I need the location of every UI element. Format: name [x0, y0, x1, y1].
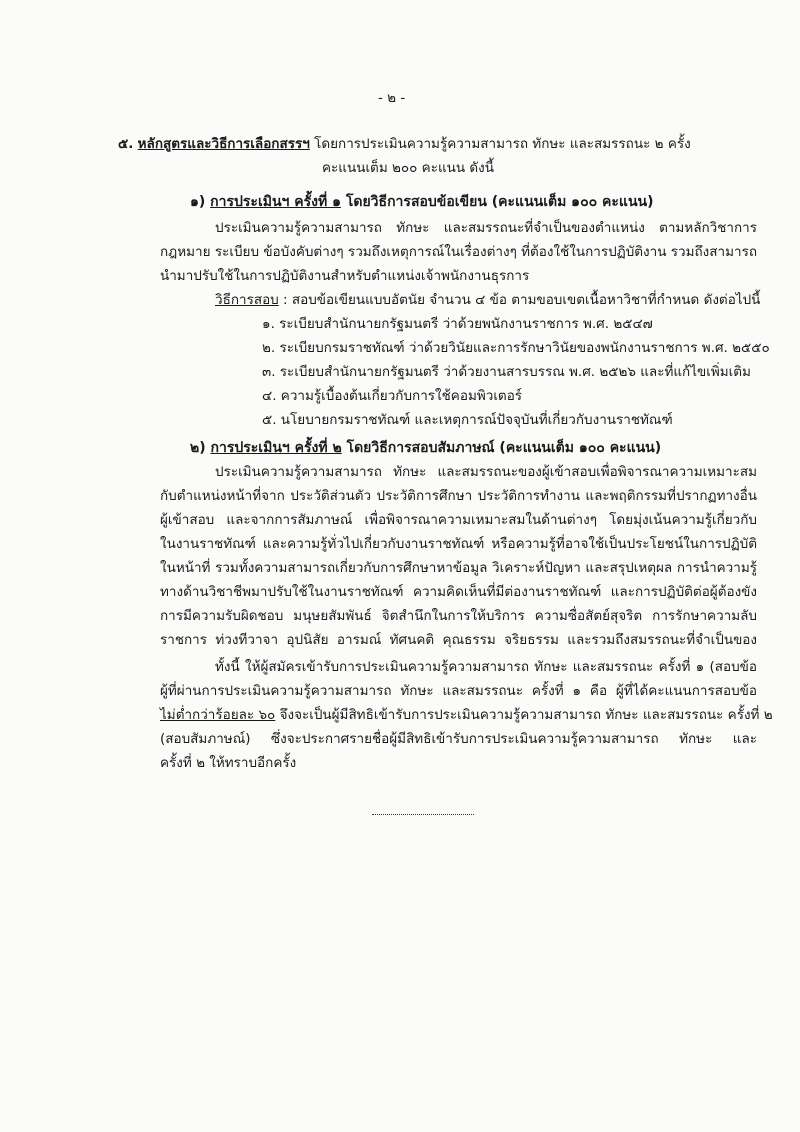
assessment1-method: โดยวิธีการสอบข้อเขียน (คะแนนเต็ม ๑๐๐ คะแนน): [345, 194, 654, 210]
exam-topic: ๒. ระเบียบกรมราชทัณฑ์ ว่าด้วยวินัยและการรักษาวินัยของพนักงานราชการ พ.ศ. ๒๕๕๐: [262, 340, 770, 356]
assessment2-heading: [190, 438, 661, 458]
note-line: [160, 705, 773, 725]
assessment2-para-line: ประเมินความรู้ความสามารถ ทักษะ และสมรรถนะของผู้เข้าสอบเพื่อพิจารณาความเหมาะสม: [215, 464, 757, 480]
assessment2-para-line: กับตำแหน่งหน้าที่จาก ประวัติส่วนตัว ประวัติการศึกษา ประวัติการทำงาน และพฤติกรรมที่ปรากฏทางอื่น: [160, 488, 757, 504]
section5-intro: โดยการประเมินความรู้ความสามารถ ทักษะ และสมรรถนะ ๒ ครั้ง: [314, 136, 691, 152]
assessment2-title: การประเมินฯ ครั้งที่ ๒: [210, 440, 342, 456]
exam-topic: ๓. ระเบียบสำนักนายกรัฐมนตรี ว่าด้วยงานสารบรรณ พ.ศ. ๒๕๒๖ และที่แก้ไขเพิ่มเติม: [262, 364, 751, 380]
exam-topic: ๔. ความรู้เบื้องต้นเกี่ยวกับการใช้คอมพิวเตอร์: [262, 388, 523, 404]
assessment2-number: ๒): [190, 440, 206, 456]
assessment1-para-line: กฎหมาย ระเบียบ ข้อบังคับต่างๆ รวมถึงเหตุการณ์ในเรื่องต่างๆ ที่ต้องใช้ในการปฏิบัติงาน รวมถึงสามารถ: [160, 244, 757, 260]
note-line: ครั้งที่ ๒ ให้ทราบอีกครั้ง: [160, 755, 297, 771]
exam-method: [215, 290, 760, 310]
section5-total-score: คะแนนเต็ม ๒๐๐ คะแนน ดังนี้: [322, 160, 494, 176]
assessment1-title: การประเมินฯ ครั้งที่ ๑: [210, 194, 341, 210]
assessment1-number: ๑): [190, 194, 206, 210]
assessment2-para-line: ราชการ ท่วงทีวาจา อุปนิสัย อารมณ์ ทัศนคติ คุณธรรม จริยธรรม และรวมถึงสมรรถนะที่จำเป็นของ: [160, 632, 757, 648]
note-line: ทั้งนี้ ให้ผู้สมัครเข้ารับการประเมินความรู้ความสามารถ ทักษะ และสมรรถนะ ครั้งที่ ๑ (สอบข้อ: [215, 659, 757, 675]
exam-method-text: : สอบข้อเขียนแบบอัตนัย จำนวน ๔ ข้อ ตามขอบเขตเนื้อหาวิชาที่กำหนด ดังต่อไปนี้: [283, 292, 761, 308]
exam-method-label: วิธีการสอบ: [215, 292, 279, 308]
note-line3-text: จึงจะเป็นผู้มีสิทธิเข้ารับการประเมินความรู้ความสามารถ ทักษะ และสมรรถนะ ครั้งที่ ๒: [279, 707, 773, 723]
assessment2-para-line: การมีความรับผิดชอบ มนุษยสัมพันธ์ จิตสำนึกในการให้บริการ ความซื่อสัตย์สุจริต การรักษาความลับ: [160, 608, 757, 624]
end-dotted-line: [372, 806, 474, 815]
section5-title: หลักสูตรและวิธีการเลือกสรรฯ: [137, 136, 310, 152]
assessment2-method: โดยวิธีการสอบสัมภาษณ์ (คะแนนเต็ม ๑๐๐ คะแนน): [346, 440, 662, 456]
assessment2-para-line: ผู้เข้าสอบ และจากการสัมภาษณ์ เพื่อพิจารณาความเหมาะสมในด้านต่างๆ โดยมุ่งเน้นความรู้เกี่ยวกับ: [160, 512, 757, 528]
assessment2-para-line: ในงานราชทัณฑ์ และความรู้ทั่วไปเกี่ยวกับงานราชทัณฑ์ หรือความรู้ที่อาจใช้เป็นประโยชน์ในการปฏิบัติ: [160, 536, 757, 552]
section5-heading: [118, 134, 691, 154]
section5-number: ๕.: [118, 136, 134, 152]
assessment1-para-line: นำมาปรับใช้ในการปฏิบัติงานสำหรับตำแหน่งเจ้าพนักงานธุรการ: [160, 268, 530, 284]
exam-topic: ๑. ระเบียบสำนักนายกรัฐมนตรี ว่าด้วยพนักงานราชการ พ.ศ. ๒๕๔๗: [262, 316, 653, 332]
assessment1-para-line: ประเมินความรู้ความสามารถ ทักษะ และสมรรถนะที่จำเป็นของตำแหน่ง ตามหลักวิชาการ: [215, 220, 757, 236]
exam-topic: ๕. นโยบายกรมราชทัณฑ์ และเหตุการณ์ปัจจุบันที่เกี่ยวกับงานราชทัณฑ์: [262, 412, 673, 428]
assessment1-heading: [190, 192, 653, 212]
assessment2-para-line: ในหน้าที่ รวมทั้งความสามารถเกี่ยวกับการศึกษาหาข้อมูล วิเคราะห์ปัญหา และสรุปเหตุผล การนำความรู้: [160, 560, 757, 576]
minimum-score-requirement: ไม่ต่ำกว่าร้อยละ ๖๐: [160, 707, 276, 723]
note-line: ผู้ที่ผ่านการประเมินความรู้ความสามารถ ทักษะ และสมรรถนะ ครั้งที่ ๑ คือ ผู้ที่ได้คะแนนการสอบข้อ: [160, 683, 757, 699]
page-number: - ๒ -: [378, 90, 406, 106]
note-line: (สอบสัมภาษณ์) ซึ่งจะประกาศรายชื่อผู้มีสิทธิเข้ารับการประเมินความรู้ความสามารถ ทักษะ และ: [160, 731, 757, 747]
assessment2-para-line: ทางด้านวิชาชีพมาปรับใช้ในงานราชทัณฑ์ ความคิดเห็นที่มีต่องานราชทัณฑ์ และการปฏิบัติต่อผู้ต้องขัง: [160, 584, 757, 600]
